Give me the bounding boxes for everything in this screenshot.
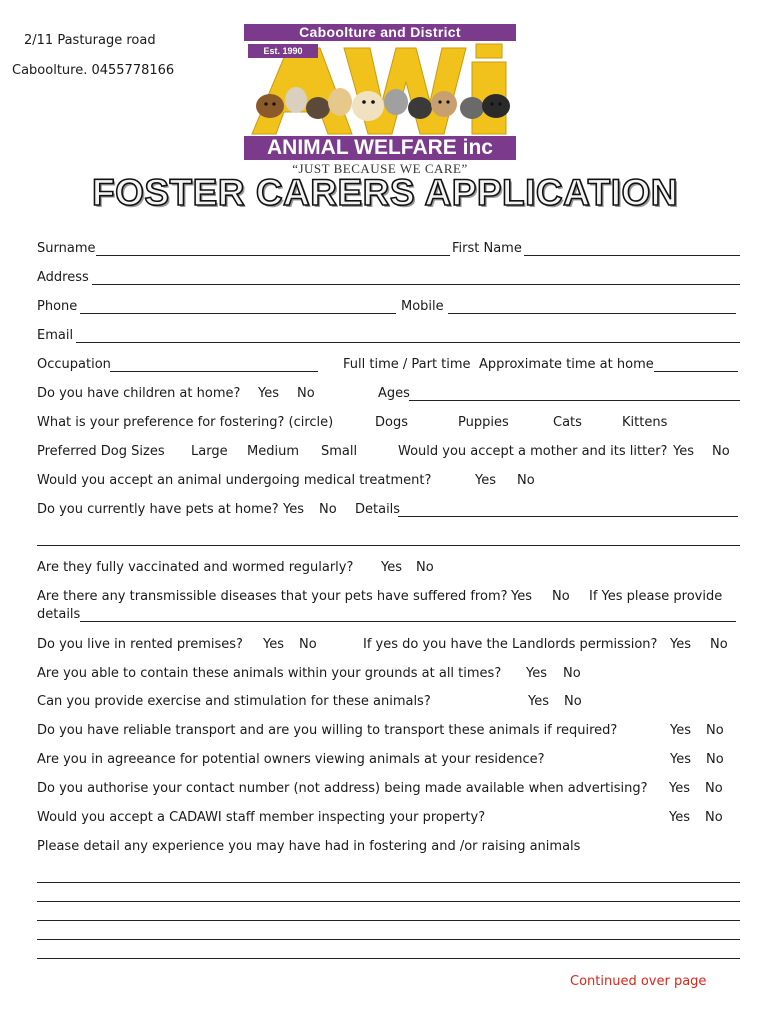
pref-kittens-option[interactable]: Kittens [622, 415, 668, 430]
contain-yes-option[interactable]: Yes [526, 666, 547, 681]
preference-question: What is your preference for fostering? (circle) [37, 415, 334, 430]
approx-time-home-label: Approximate time at home [479, 357, 654, 372]
ages-field[interactable] [409, 400, 740, 401]
exercise-no-option[interactable]: No [564, 694, 582, 709]
address-field[interactable] [92, 284, 740, 285]
awi-logo [244, 24, 516, 176]
viewing-yes-option[interactable]: Yes [670, 752, 691, 767]
contain-question: Are you able to contain these animals within your grounds at all times? [37, 666, 502, 681]
first-name-field[interactable] [524, 255, 740, 256]
litter-no-option[interactable]: No [712, 444, 730, 459]
logo-org-name: ANIMAL WELFARE inc [244, 136, 516, 160]
landlord-no-option[interactable]: No [710, 637, 728, 652]
vaccinated-no-option[interactable]: No [416, 560, 434, 575]
pets-details-field-2[interactable] [37, 545, 740, 546]
email-field[interactable] [76, 342, 740, 343]
diseases-yes-option[interactable]: Yes [511, 589, 532, 604]
exercise-yes-option[interactable]: Yes [528, 694, 549, 709]
viewing-question: Are you in agreeance for potential owners viewing animals at your residence? [37, 752, 545, 767]
exercise-question: Can you provide exercise and stimulation for these animals? [37, 694, 431, 709]
experience-question: Please detail any experience you may have had in fostering and /or raising animals [37, 839, 581, 854]
experience-field-5[interactable] [37, 958, 740, 959]
pets-yes-option[interactable]: Yes [283, 502, 304, 517]
experience-field-1[interactable] [37, 882, 740, 883]
inspect-question: Would you accept a CADAWI staff member inspecting your property? [37, 810, 486, 825]
mobile-label: Mobile [401, 299, 444, 314]
logo-est-badge: Est. 1990 [248, 44, 318, 58]
contact-question: Do you authorise your contact number (not address) being made available when advertising? [37, 781, 648, 796]
continued-over-page: Continued over page [570, 974, 707, 989]
rented-no-option[interactable]: No [299, 637, 317, 652]
surname-field[interactable] [96, 255, 450, 256]
medical-question: Would you accept an animal undergoing medical treatment? [37, 473, 432, 488]
diseases-if-yes-label: If Yes please provide [589, 589, 723, 604]
diseases-details-field[interactable] [80, 621, 736, 622]
inspect-yes-option[interactable]: Yes [669, 810, 690, 825]
transport-question: Do you have reliable transport and are you willing to transport these animals if required? [37, 723, 618, 738]
first-name-label: First Name [452, 241, 522, 256]
experience-field-3[interactable] [37, 920, 740, 921]
size-medium-option[interactable]: Medium [247, 444, 299, 459]
phone-field[interactable] [80, 313, 396, 314]
dog-sizes-label: Preferred Dog Sizes [37, 444, 165, 459]
litter-yes-option[interactable]: Yes [673, 444, 694, 459]
landlord-question: If yes do you have the Landlords permission? [363, 637, 658, 652]
pref-dogs-option[interactable]: Dogs [375, 415, 408, 430]
medical-no-option[interactable]: No [517, 473, 535, 488]
diseases-details-label: details [37, 607, 81, 622]
size-small-option[interactable]: Small [321, 444, 358, 459]
address-label: Address [37, 270, 89, 285]
phone-label: Phone [37, 299, 78, 314]
pets-details-field[interactable] [398, 516, 738, 517]
page-title: FOSTER CARERS APPLICATION [91, 172, 679, 213]
address-line-2: Caboolture. 0455778166 [12, 63, 175, 78]
children-question: Do you have children at home? [37, 386, 241, 401]
logo-org-line: Caboolture and District [244, 24, 516, 41]
email-label: Email [37, 328, 74, 343]
occupation-field[interactable] [110, 371, 318, 372]
pets-details-label: Details [355, 502, 401, 517]
experience-field-4[interactable] [37, 939, 740, 940]
landlord-yes-option[interactable]: Yes [670, 637, 691, 652]
children-no-option[interactable]: No [297, 386, 315, 401]
diseases-question: Are there any transmissible diseases that your pets have suffered from? [37, 589, 508, 604]
pets-no-option[interactable]: No [319, 502, 337, 517]
contact-yes-option[interactable]: Yes [669, 781, 690, 796]
contain-no-option[interactable]: No [563, 666, 581, 681]
medical-yes-option[interactable]: Yes [475, 473, 496, 488]
vaccinated-yes-option[interactable]: Yes [381, 560, 402, 575]
pref-cats-option[interactable]: Cats [553, 415, 582, 430]
transport-no-option[interactable]: No [706, 723, 724, 738]
occupation-label: Occupation [37, 357, 111, 372]
vaccinated-question: Are they fully vaccinated and wormed regularly? [37, 560, 354, 575]
pets-question: Do you currently have pets at home? [37, 502, 279, 517]
pref-puppies-option[interactable]: Puppies [458, 415, 509, 430]
mobile-field[interactable] [448, 313, 736, 314]
mother-litter-question: Would you accept a mother and its litter? [398, 444, 668, 459]
rented-question: Do you live in rented premises? [37, 637, 243, 652]
viewing-no-option[interactable]: No [706, 752, 724, 767]
inspect-no-option[interactable]: No [705, 810, 723, 825]
approx-time-home-field[interactable] [654, 371, 738, 372]
contact-no-option[interactable]: No [705, 781, 723, 796]
size-large-option[interactable]: Large [191, 444, 228, 459]
rented-yes-option[interactable]: Yes [263, 637, 284, 652]
address-line-1: 2/11 Pasturage road [24, 33, 156, 48]
surname-label: Surname [37, 241, 96, 256]
diseases-no-option[interactable]: No [552, 589, 570, 604]
ages-label: Ages [378, 386, 410, 401]
experience-field-2[interactable] [37, 901, 740, 902]
logo-tagline: “JUST BECAUSE WE CARE” [292, 161, 468, 176]
full-part-time-option[interactable]: Full time / Part time [343, 357, 471, 372]
children-yes-option[interactable]: Yes [258, 386, 279, 401]
transport-yes-option[interactable]: Yes [670, 723, 691, 738]
